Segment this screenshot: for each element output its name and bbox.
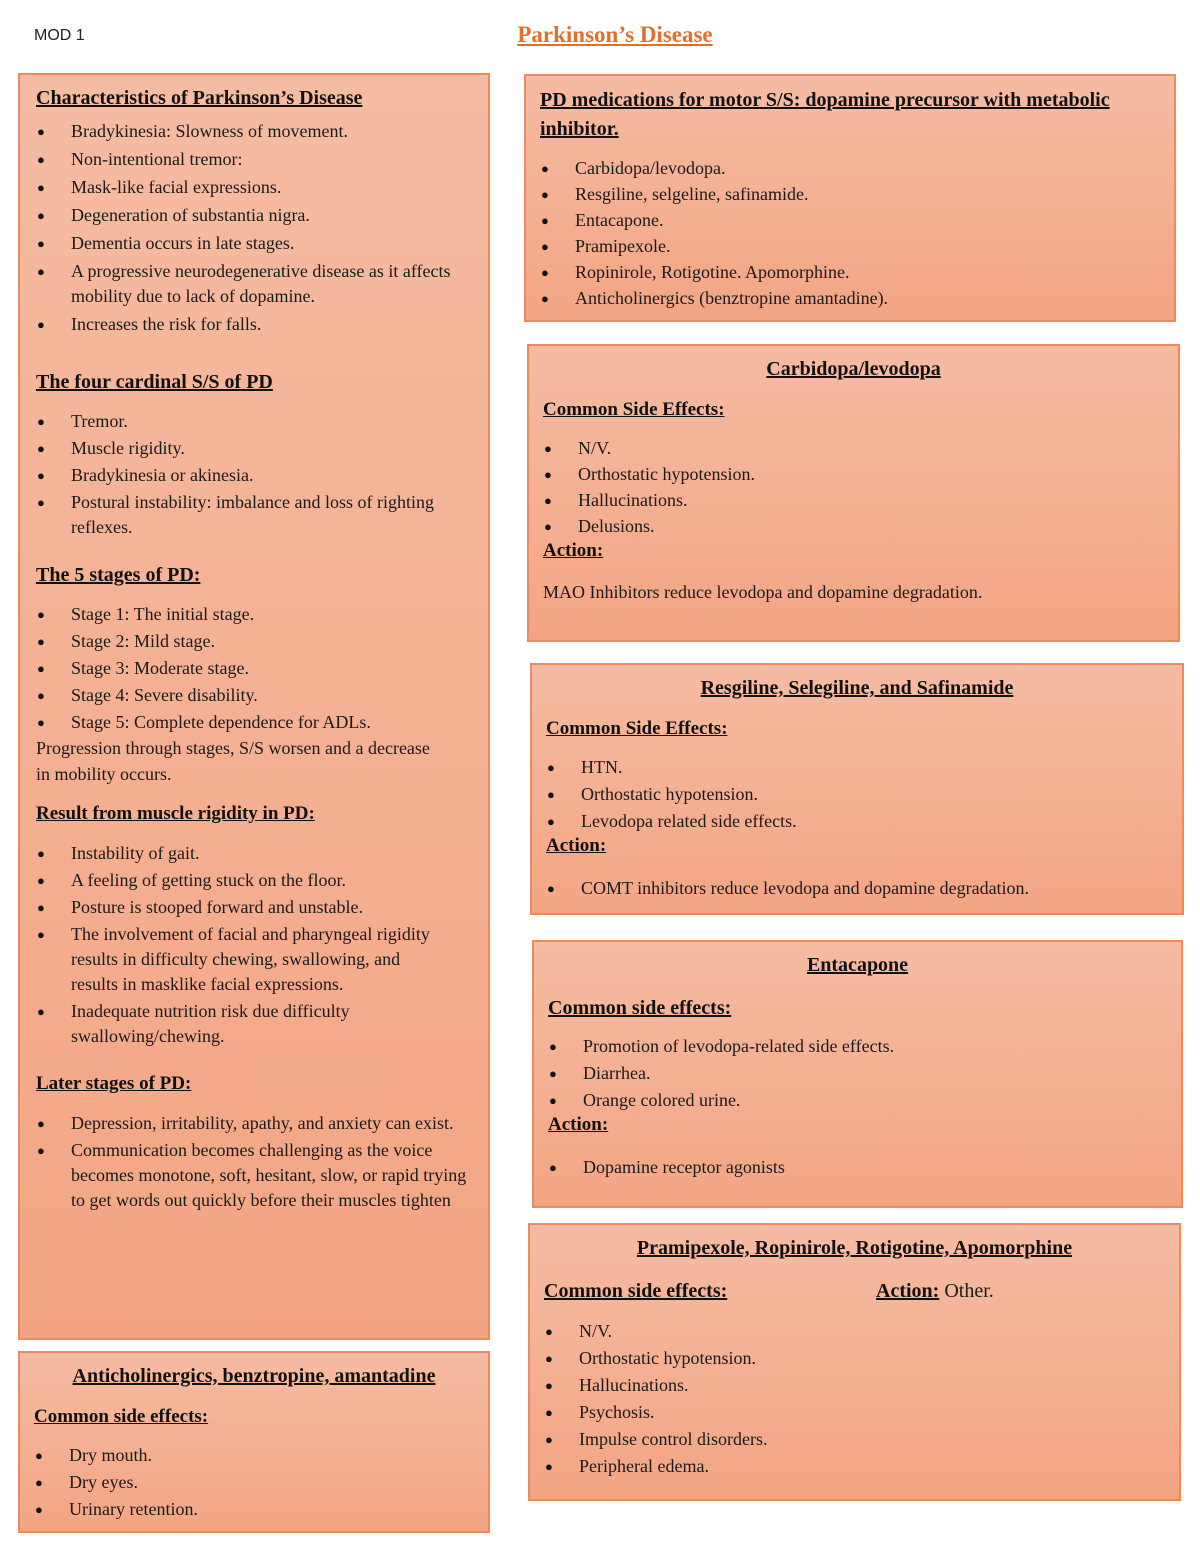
list-item: ● A progressive neurodegenerative disease as it affects mobility due to lack of dopamine. xyxy=(36,259,472,309)
list-item: ● Tremor. xyxy=(36,409,472,434)
entacapone-side-effects-list xyxy=(548,1034,1167,1113)
list-item: ● HTN. xyxy=(546,755,1168,780)
list-item: ● Orthostatic hypotension. xyxy=(543,462,1164,487)
entacapone-side-effects-label: Common side effects: xyxy=(548,997,732,1019)
stages-heading: The 5 stages of PD: xyxy=(36,564,201,586)
list-item: ● Stage 5: Complete dependence for ADLs. xyxy=(36,710,472,735)
list-item: ● Non-intentional tremor: xyxy=(36,147,472,172)
list-item: ● Posture is stooped forward and unstable. xyxy=(36,895,472,920)
later-stages-heading: Later stages of PD: xyxy=(36,1073,192,1094)
list-item: ● Orthostatic hypotension. xyxy=(544,1346,1165,1371)
list-item: ● Urinary retention. xyxy=(34,1497,474,1522)
list-item: ● Degeneration of substantia nigra. xyxy=(36,203,472,228)
carbidopa-box xyxy=(527,344,1180,642)
list-item: ● Ropinirole, Rotigotine. Apomorphine. xyxy=(540,260,1160,285)
anticholinergics-side-effects-label: Common side effects: xyxy=(34,1406,209,1427)
later-stages-list xyxy=(36,1111,472,1213)
list-item: ● Pramipexole. xyxy=(540,234,1160,259)
list-item: ● Bradykinesia: Slowness of movement. xyxy=(36,119,472,144)
list-item: ● Communication becomes challenging as the voice becomes monotone, soft, hesitant, slow, or rapid trying to get words out quickly before their muscles tighten xyxy=(36,1138,472,1213)
entacapone-action-list xyxy=(548,1155,1167,1180)
rigidity-list xyxy=(36,841,472,1049)
list-item: ● Orange colored urine. xyxy=(548,1088,1167,1113)
list-item: ● Muscle rigidity. xyxy=(36,436,472,461)
cardinal-heading: The four cardinal S/S of PD xyxy=(36,371,273,393)
characteristics-heading: Characteristics of Parkinson’s Disease xyxy=(36,87,363,109)
carbidopa-action-label: Action: xyxy=(543,540,604,561)
page-title: Parkinson’s Disease xyxy=(517,22,713,47)
resgiline-heading: Resgiline, Selegiline, and Safinamide xyxy=(700,677,1014,699)
pramipexole-action-text: Other. xyxy=(944,1280,994,1302)
entacapone-heading: Entacapone xyxy=(806,954,909,976)
carbidopa-heading: Carbidopa/levodopa xyxy=(766,358,941,380)
pramipexole-heading: Pramipexole, Ropinirole, Rotigotine, Apomorphine xyxy=(636,1237,1073,1259)
list-item: ● Dementia occurs in late stages. xyxy=(36,231,472,256)
anticholinergics-box xyxy=(18,1351,490,1533)
list-item: ● Inadequate nutrition risk due difficulty swallowing/chewing. xyxy=(36,999,472,1049)
list-item: ● Dry mouth. xyxy=(34,1443,474,1468)
carbidopa-action-text: MAO Inhibitors reduce levodopa and dopamine degradation. xyxy=(543,582,983,602)
list-item: ● Diarrhea. xyxy=(548,1061,1167,1086)
list-item: ● Hallucinations. xyxy=(543,488,1164,513)
resgiline-action-list xyxy=(546,876,1168,901)
characteristics-box xyxy=(18,73,490,1340)
list-item: ● The involvement of facial and pharyngeal rigidity results in difficulty chewing, swallowing, and results in masklike facial expressions. xyxy=(36,922,472,997)
list-item: ● Increases the risk for falls. xyxy=(36,312,472,337)
list-item: ● Levodopa related side effects. xyxy=(546,809,1168,834)
list-item: ● Resgiline, selgeline, safinamide. xyxy=(540,182,1160,207)
list-item: ● Stage 1: The initial stage. xyxy=(36,602,472,627)
list-item: ● Dopamine receptor agonists xyxy=(548,1155,1167,1180)
list-item: ● N/V. xyxy=(543,436,1164,461)
anticholinergics-list xyxy=(34,1443,474,1522)
list-item: ● Mask-like facial expressions. xyxy=(36,175,472,200)
list-item: ● COMT inhibitors reduce levodopa and dopamine degradation. xyxy=(546,876,1168,901)
resgiline-action-label: Action: xyxy=(546,835,607,856)
list-item: ● Bradykinesia or akinesia. xyxy=(36,463,472,488)
list-item: ● Stage 4: Severe disability. xyxy=(36,683,472,708)
resgiline-side-effects-list xyxy=(546,755,1168,834)
list-item: ● Stage 2: Mild stage. xyxy=(36,629,472,654)
stages-list xyxy=(36,602,472,735)
pramipexole-box xyxy=(528,1223,1181,1501)
list-item: ● Carbidopa/levodopa. xyxy=(540,156,1160,181)
list-item: ● Postural instability: imbalance and loss of righting reflexes. xyxy=(36,490,472,540)
list-item: ● Delusions. xyxy=(543,514,1164,539)
rigidity-heading: Result from muscle rigidity in PD: xyxy=(36,803,315,824)
anticholinergics-heading: Anticholinergics, benztropine, amantadine xyxy=(72,1365,436,1387)
characteristics-list xyxy=(36,119,472,337)
list-item: ● Psychosis. xyxy=(544,1400,1165,1425)
resgiline-side-effects-label: Common Side Effects: xyxy=(546,718,728,739)
carbidopa-side-effects-list xyxy=(543,436,1164,539)
list-item: ● Anticholinergics (benztropine amantadine). xyxy=(540,286,1160,311)
pramipexole-side-effects-list xyxy=(544,1319,1165,1479)
list-item: ● Orthostatic hypotension. xyxy=(546,782,1168,807)
entacapone-box xyxy=(532,940,1183,1208)
list-item: ● Depression, irritability, apathy, and anxiety can exist. xyxy=(36,1111,472,1136)
carbidopa-side-effects-label: Common Side Effects: xyxy=(543,399,725,420)
cardinal-list xyxy=(36,409,472,540)
pramipexole-action-label: Action: xyxy=(876,1280,940,1302)
list-item: ● Impulse control disorders. xyxy=(544,1427,1165,1452)
list-item: ● Dry eyes. xyxy=(34,1470,474,1495)
list-item: ● Entacapone. xyxy=(540,208,1160,233)
list-item: ● Peripheral edema. xyxy=(544,1454,1165,1479)
resgiline-box xyxy=(530,663,1184,915)
list-item: ● Hallucinations. xyxy=(544,1373,1165,1398)
medications-list xyxy=(540,156,1160,311)
list-item: ● N/V. xyxy=(544,1319,1165,1344)
pramipexole-side-effects-label: Common side effects: xyxy=(544,1280,728,1302)
list-item: ● A feeling of getting stuck on the floor. xyxy=(36,868,472,893)
medications-box xyxy=(524,74,1176,322)
list-item: ● Instability of gait. xyxy=(36,841,472,866)
stages-note: Progression through stages, S/S worsen and a decrease in mobility occurs. xyxy=(36,738,430,784)
medications-heading: PD medications for motor S/S: dopamine precursor with metabolic inhibitor. xyxy=(540,89,1110,140)
list-item: ● Promotion of levodopa-related side effects. xyxy=(548,1034,1167,1059)
entacapone-action-label: Action: xyxy=(548,1114,609,1135)
module-label: MOD 1 xyxy=(34,27,85,44)
list-item: ● Stage 3: Moderate stage. xyxy=(36,656,472,681)
